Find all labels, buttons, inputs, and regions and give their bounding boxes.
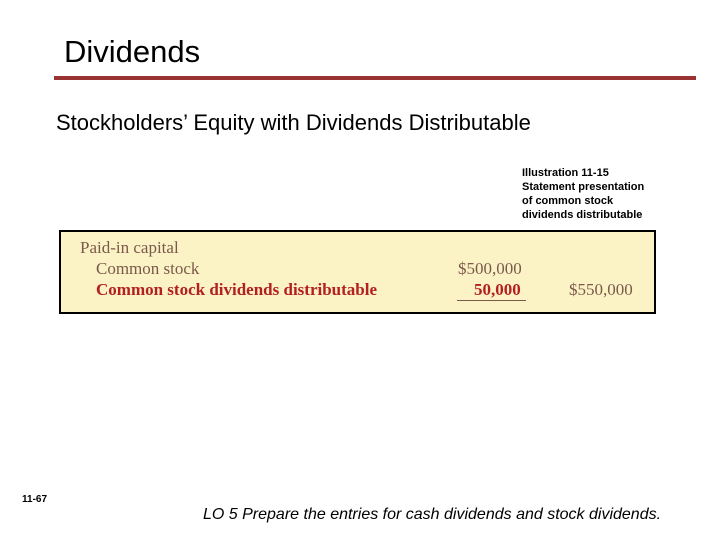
slide-subtitle: Stockholders’ Equity with Dividends Distributable	[56, 110, 531, 135]
illustration-caption	[522, 166, 644, 222]
subtotal-underline	[457, 300, 526, 301]
dividends-distributable-label: Common stock dividends distributable	[96, 280, 378, 299]
paid-in-capital-total: $550,000	[569, 280, 633, 299]
paid-in-capital-heading: Paid-in capital	[80, 238, 179, 257]
learning-objective: LO 5 Prepare the entries for cash dividends and stock dividends.	[203, 506, 662, 523]
illustration-caption-line: Illustration 11-15	[522, 167, 609, 179]
dividends-distributable-amount: 50,000	[474, 280, 521, 299]
illustration-caption-line: of common stock	[522, 195, 614, 207]
statement-panel	[59, 230, 656, 314]
illustration-caption-line: dividends distributable	[522, 209, 643, 221]
title-rule	[54, 76, 696, 80]
common-stock-label: Common stock	[96, 259, 200, 278]
page-number: 11-67	[22, 494, 48, 505]
illustration-caption-line: Statement presentation	[522, 181, 645, 193]
common-stock-amount: $500,000	[458, 259, 522, 278]
slide-title: Dividends	[64, 34, 201, 69]
